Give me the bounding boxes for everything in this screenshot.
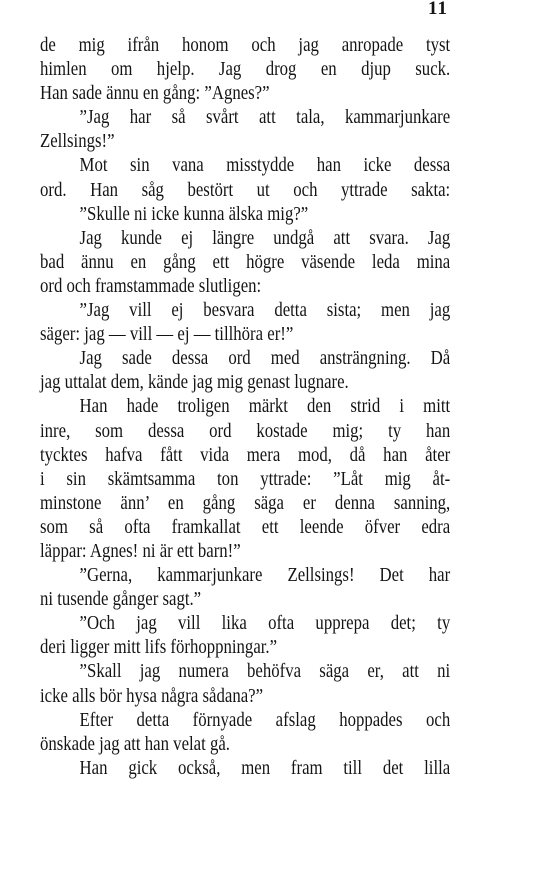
text-line: bad ännu en gång ett högre väsende leda mina — [40, 251, 451, 273]
text-line: minstone änn’ en gång säga er denna sanning, — [40, 492, 451, 514]
text-line: icke alls bör hysa några sådana?” — [40, 685, 264, 707]
text-line: Mot sin vana misstydde han icke dessa — [79, 155, 451, 177]
text-line: tycktes hafva fått vida mera mod, då han åter — [40, 444, 451, 466]
text-line: ”Jag vill ej besvara detta sista; men jag — [79, 300, 451, 322]
text-line: säger: jag — vill — ej — tillhöra er!” — [40, 324, 294, 346]
text-line: Han sade ännu en gång: ”Agnes?” — [40, 83, 270, 105]
text-line: himlen om hjelp. Jag drog en djup suck. — [40, 59, 451, 81]
text-line: som så ofta framkallat ett leende öfver edra — [40, 516, 451, 538]
text-line: ”Och jag vill lika ofta upprepa det; ty — [79, 613, 451, 635]
text-line: läppar: Agnes! ni är ett barn!” — [40, 540, 241, 562]
text-line: inre, som dessa ord kostade mig; ty han — [40, 420, 451, 442]
text-line: jag uttalat dem, kände jag mig genast lugnare. — [40, 372, 349, 394]
text-line: ”Skall jag numera behöfva säga er, att ni — [79, 661, 451, 683]
text-line: Jag kunde ej längre undgå att svara. Jag — [79, 227, 451, 249]
text-line: ”Jag har så svårt att tala, kammarjunkare — [79, 107, 451, 129]
text-line: ni tusende gånger sagt.” — [40, 589, 202, 611]
text-line: ”Gerna, kammarjunkare Zellsings! Det har — [79, 565, 451, 587]
text-line: Jag sade dessa ord med ansträngning. Då — [79, 348, 451, 370]
text-line: Han hade troligen märkt den strid i mitt — [79, 396, 451, 418]
text-line: de mig ifrån honom och jag anropade tyst — [40, 35, 451, 56]
text-line: i sin skämtsamma ton yttrade: ”Låt mig åt- — [40, 468, 451, 490]
page-number: 11 — [428, 0, 448, 19]
text-line: Efter detta förnyade afslag hoppades och — [79, 709, 451, 731]
text-line: Zellsings!” — [40, 131, 115, 153]
text-line: ord och framstammade slutligen: — [40, 275, 262, 297]
text-line: ord. Han såg bestört ut och yttrade sakta: — [40, 179, 451, 201]
text-line: deri ligger mitt lifs förhoppningar.” — [40, 637, 278, 659]
text-line: ”Skulle ni icke kunna älska mig?” — [79, 203, 309, 225]
text-line: önskade jag att han velat gå. — [40, 733, 230, 755]
body-text — [40, 34, 450, 781]
text-line: Han gick också, men fram till det lilla — [79, 757, 451, 779]
